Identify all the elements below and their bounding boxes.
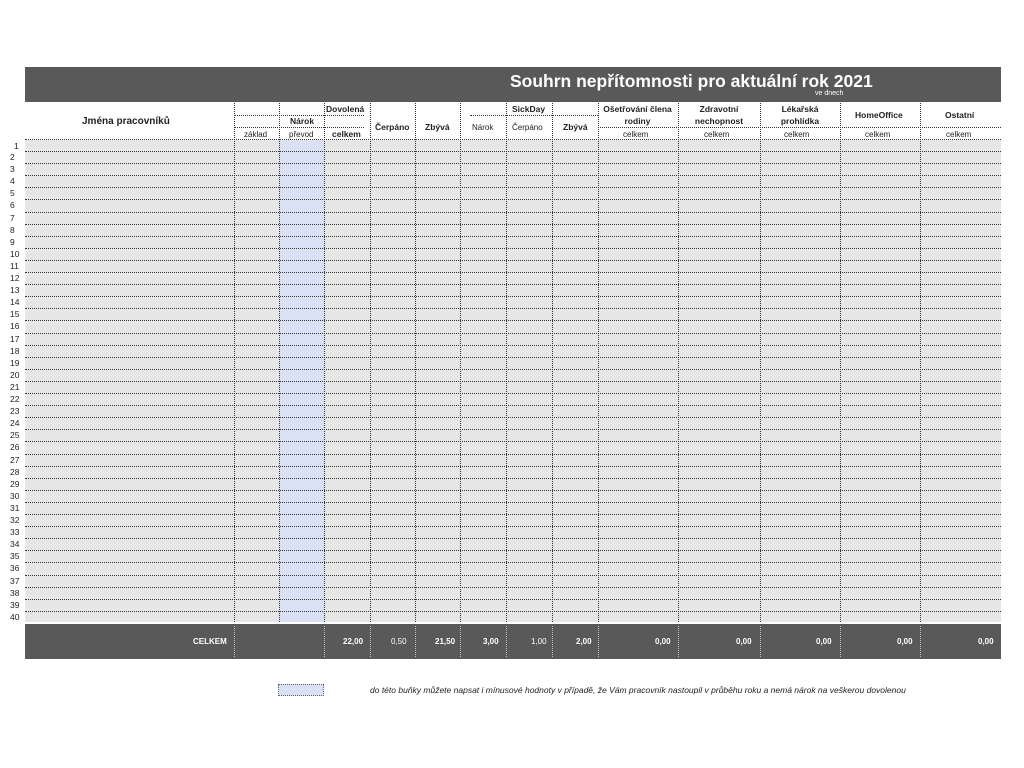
totals-separator bbox=[234, 626, 235, 657]
row-number: 19 bbox=[10, 358, 20, 368]
row-number: 5 bbox=[10, 188, 15, 198]
subheader-lekar-celkem: celkem bbox=[784, 130, 810, 139]
row-divider bbox=[25, 224, 1001, 225]
row-divider bbox=[25, 454, 1001, 455]
row-divider bbox=[25, 550, 1001, 551]
row-divider bbox=[25, 417, 1001, 418]
totals-separator bbox=[506, 626, 507, 657]
subheader-prevod: převod bbox=[289, 130, 314, 139]
header-sick-cerpano: Čerpáno bbox=[512, 123, 543, 132]
row-number: 7 bbox=[10, 213, 15, 223]
row-divider bbox=[25, 538, 1001, 539]
row-number: 6 bbox=[10, 200, 15, 210]
sheet-subtitle: ve dnech bbox=[815, 90, 844, 97]
header-names: Jména pracovníků bbox=[82, 116, 170, 127]
row-number: 31 bbox=[10, 503, 20, 513]
subheader-zaklad: základ bbox=[244, 130, 268, 139]
column-divider bbox=[920, 103, 921, 622]
total-ostatni: 0,00 bbox=[978, 637, 994, 646]
row-number: 24 bbox=[10, 418, 20, 428]
row-number: 8 bbox=[10, 225, 15, 235]
row-divider bbox=[25, 575, 1001, 576]
row-number: 15 bbox=[10, 309, 20, 319]
row-divider bbox=[25, 369, 1001, 370]
header-nemoc: Zdravotní nechopnost bbox=[694, 104, 744, 126]
row-number: 39 bbox=[10, 600, 20, 610]
column-divider bbox=[324, 103, 325, 622]
row-divider bbox=[25, 393, 1001, 394]
totals-separator bbox=[552, 626, 553, 657]
row-number: 37 bbox=[10, 576, 20, 586]
legend-note: do této buňky můžete napsat i mínusové hodnoty v případě, že Vám pracovník nastoupil v průběhu roku a nemá nárok na veškerou dovolenou bbox=[370, 685, 906, 695]
total-cerpano: 0,50 bbox=[391, 637, 407, 646]
row-number: 33 bbox=[10, 527, 20, 537]
total-celkem: 22,00 bbox=[343, 637, 364, 646]
subheader-nemoc-celkem: celkem bbox=[704, 130, 730, 139]
row-number: 20 bbox=[10, 370, 20, 380]
subheader-homeoffice-celkem: celkem bbox=[865, 130, 891, 139]
subheader-osetrovani-celkem: celkem bbox=[623, 130, 649, 139]
column-divider bbox=[460, 103, 461, 622]
column-divider bbox=[678, 103, 679, 622]
total-lekar: 0,00 bbox=[816, 637, 832, 646]
row-divider bbox=[25, 212, 1001, 213]
total-nemoc: 0,00 bbox=[736, 637, 752, 646]
row-divider bbox=[25, 320, 1001, 321]
total-homeoffice: 0,00 bbox=[897, 637, 913, 646]
totals-bar bbox=[25, 624, 1001, 659]
totals-separator bbox=[370, 626, 371, 657]
row-number: 29 bbox=[10, 479, 20, 489]
row-number: 16 bbox=[10, 321, 20, 331]
row-divider bbox=[25, 308, 1001, 309]
header-zbyva: Zbývá bbox=[425, 122, 450, 132]
total-sick-cerpano: 1,00 bbox=[531, 637, 547, 646]
column-divider bbox=[760, 103, 761, 622]
row-divider bbox=[25, 526, 1001, 527]
subheader-ostatni-celkem: celkem bbox=[946, 130, 972, 139]
totals-separator bbox=[840, 626, 841, 657]
header-lekar: Lékařská prohlídka bbox=[780, 104, 820, 126]
header-divider bbox=[234, 115, 364, 116]
totals-separator bbox=[920, 626, 921, 657]
row-number: 21 bbox=[10, 382, 20, 392]
row-number: 23 bbox=[10, 406, 20, 416]
row-1-number: 1 bbox=[14, 141, 19, 151]
column-divider bbox=[552, 103, 553, 622]
row-number: 25 bbox=[10, 430, 20, 440]
row-divider bbox=[25, 514, 1001, 515]
row-number: 11 bbox=[10, 261, 19, 271]
column-divider bbox=[234, 103, 235, 622]
row-divider bbox=[25, 199, 1001, 200]
row-number: 12 bbox=[10, 273, 20, 283]
header-divider bbox=[234, 127, 364, 128]
row-number: 17 bbox=[10, 334, 20, 344]
header-divider bbox=[25, 139, 1001, 140]
row-divider bbox=[25, 478, 1001, 479]
header-divider bbox=[598, 127, 1001, 128]
row-divider bbox=[25, 333, 1001, 334]
total-sick-zbyva: 2,00 bbox=[576, 637, 592, 646]
column-divider bbox=[506, 103, 507, 622]
row-divider bbox=[25, 587, 1001, 588]
row-divider bbox=[25, 429, 1001, 430]
header-osetrovani: Ošetřování člena rodiny bbox=[603, 104, 672, 126]
row-divider bbox=[25, 284, 1001, 285]
header-sick-narok: Nárok bbox=[472, 123, 494, 132]
header-divider bbox=[470, 115, 598, 116]
subheader-celkem: celkem bbox=[332, 129, 361, 139]
header-homeoffice: HomeOffice bbox=[855, 110, 903, 120]
total-zbyva: 21,50 bbox=[435, 637, 456, 646]
header-narok: Nárok bbox=[290, 116, 315, 126]
row-number: 26 bbox=[10, 442, 20, 452]
row-divider bbox=[25, 272, 1001, 273]
column-divider bbox=[840, 103, 841, 622]
row-number: 13 bbox=[10, 285, 20, 295]
row-divider bbox=[25, 296, 1001, 297]
totals-separator bbox=[324, 626, 325, 657]
row-divider bbox=[25, 381, 1001, 382]
row-number: 36 bbox=[10, 563, 20, 573]
row-divider bbox=[25, 441, 1001, 442]
row-divider bbox=[25, 490, 1001, 491]
row-divider bbox=[25, 562, 1001, 563]
row-number: 34 bbox=[10, 539, 20, 549]
header-sick-zbyva: Zbývá bbox=[563, 122, 588, 132]
row-divider bbox=[25, 151, 1001, 152]
row-number: 28 bbox=[10, 467, 20, 477]
row-divider bbox=[25, 599, 1001, 600]
row-number: 35 bbox=[10, 551, 20, 561]
column-divider bbox=[415, 103, 416, 622]
row-number: 18 bbox=[10, 346, 20, 356]
row-divider bbox=[25, 345, 1001, 346]
row-number: 22 bbox=[10, 394, 20, 404]
totals-separator bbox=[460, 626, 461, 657]
row-divider bbox=[25, 260, 1001, 261]
sheet-title: Souhrn nepřítomnosti pro aktuální rok 2021 bbox=[510, 71, 873, 91]
row-divider bbox=[25, 405, 1001, 406]
header-cerpano: Čerpáno bbox=[375, 122, 410, 132]
column-divider bbox=[279, 103, 280, 622]
row-number: 30 bbox=[10, 491, 20, 501]
row-divider bbox=[25, 248, 1001, 249]
column-divider bbox=[370, 103, 371, 622]
row-number: 2 bbox=[10, 152, 15, 162]
totals-separator bbox=[415, 626, 416, 657]
row-number: 32 bbox=[10, 515, 20, 525]
totals-separator bbox=[678, 626, 679, 657]
row-number: 27 bbox=[10, 455, 20, 465]
row-number: 40 bbox=[10, 612, 20, 622]
header-sickday: SickDay bbox=[512, 104, 546, 114]
row-divider bbox=[25, 236, 1001, 237]
column-divider bbox=[598, 103, 599, 622]
row-number: 38 bbox=[10, 588, 20, 598]
row-divider bbox=[25, 357, 1001, 358]
row-number: 9 bbox=[10, 237, 15, 247]
header-dovolena: Dovolená bbox=[326, 104, 365, 114]
total-sick-narok: 3,00 bbox=[483, 637, 499, 646]
row-number: 14 bbox=[10, 297, 20, 307]
row-number: 10 bbox=[10, 249, 20, 259]
totals-separator bbox=[760, 626, 761, 657]
row-divider bbox=[25, 175, 1001, 176]
totals-label: CELKEM bbox=[193, 637, 227, 646]
row-divider bbox=[25, 163, 1001, 164]
legend-swatch bbox=[278, 684, 324, 696]
row-number: 3 bbox=[10, 164, 15, 174]
total-osetrovani: 0,00 bbox=[655, 637, 671, 646]
row-divider bbox=[25, 611, 1001, 612]
row-divider bbox=[25, 466, 1001, 467]
row-divider bbox=[25, 187, 1001, 188]
header-ostatni: Ostatní bbox=[945, 110, 975, 120]
row-number: 4 bbox=[10, 176, 15, 186]
row-divider bbox=[25, 502, 1001, 503]
totals-separator bbox=[598, 626, 599, 657]
